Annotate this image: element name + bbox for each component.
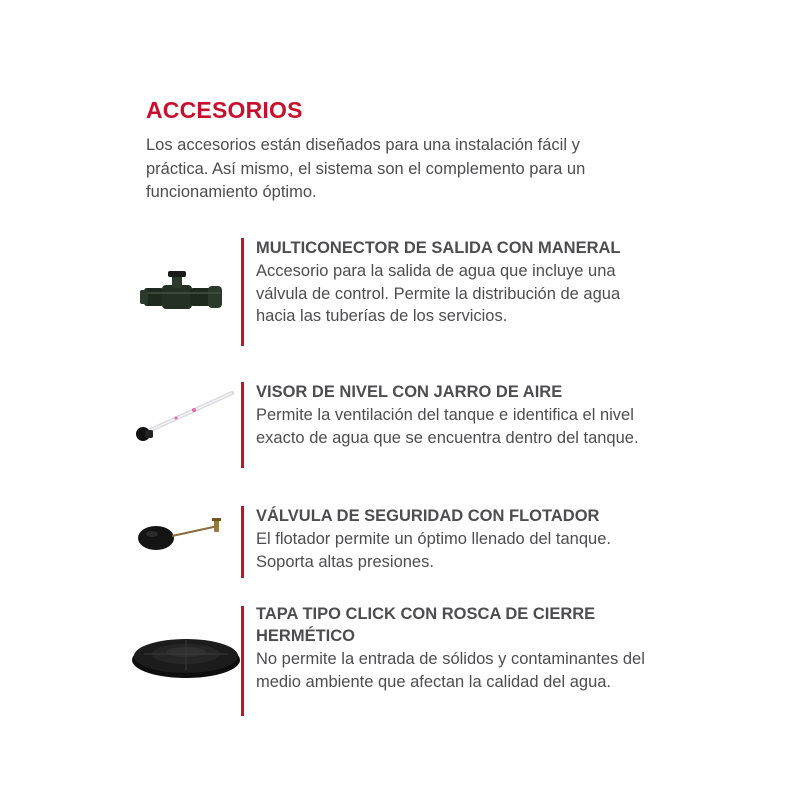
item-description: Permite la ventilación del tanque e identifica el nivel exacto de agua que se encuentra dentro del tanque. xyxy=(256,406,639,447)
multiconnector-valve-icon xyxy=(138,268,226,316)
item-divider xyxy=(241,606,244,716)
level-gauge-icon xyxy=(132,388,236,448)
float-valve-icon xyxy=(134,514,224,560)
item-description: El flotador permite un óptimo llenado del tanque. Soporta altas presiones. xyxy=(256,530,611,571)
item-divider xyxy=(241,506,244,578)
item-title: VISOR DE NIVEL CON JARRO DE AIRE xyxy=(256,383,563,401)
item-title: TAPA TIPO CLICK CON ROSCA DE CIERRE HERMÉTICO xyxy=(256,605,596,645)
page-title: ACCESORIOS xyxy=(146,97,303,123)
item-description: No permite la entrada de sólidos y contaminantes del medio ambiente que afectan la calidad del agua. xyxy=(256,650,645,691)
tank-lid-icon xyxy=(130,628,242,684)
item-divider xyxy=(241,382,244,468)
item-description: Accesorio para la salida de agua que incluye una válvula de control. Permite la distribución de agua hacia las tuberías de los servicios. xyxy=(256,262,621,325)
intro-paragraph: Los accesorios están diseñados para una instalación fácil y práctica. Así mismo, el sistema son el complemento para un funcionamiento óptimo. xyxy=(146,136,586,201)
item-title: VÁLVULA DE SEGURIDAD CON FLOTADOR xyxy=(256,507,600,525)
item-divider xyxy=(241,238,244,346)
item-title: MULTICONECTOR DE SALIDA CON MANERAL xyxy=(256,239,621,257)
